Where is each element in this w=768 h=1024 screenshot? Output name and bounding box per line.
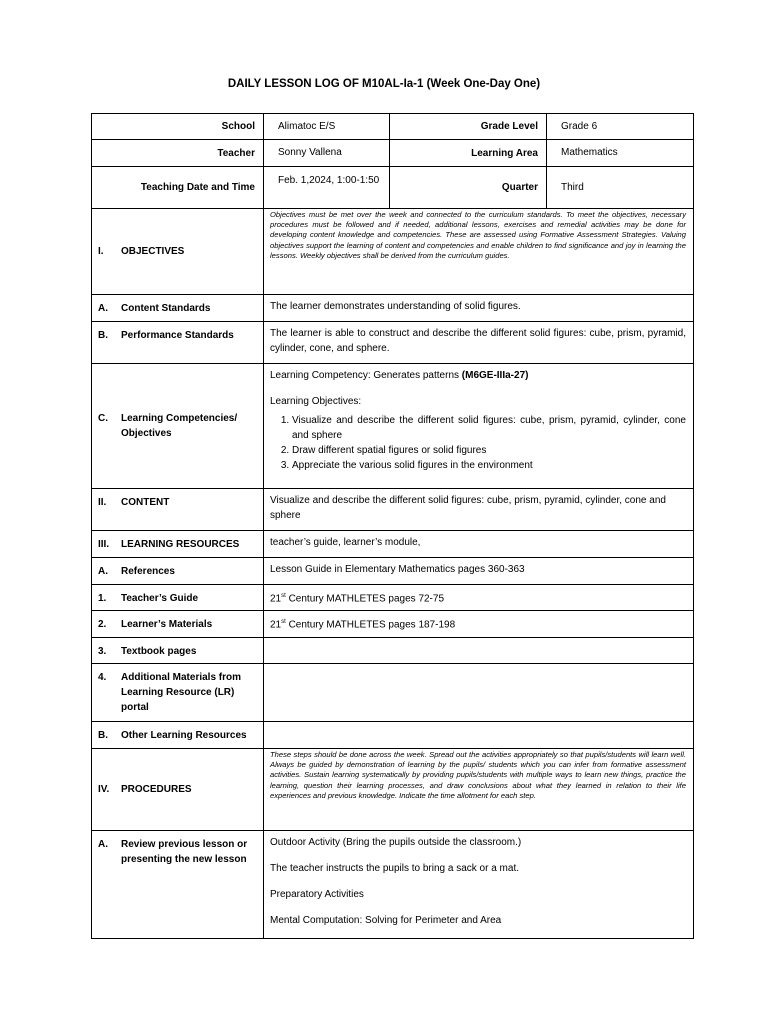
learners-materials-label: Learner’s Materials xyxy=(121,619,213,630)
learning-resources-label: LEARNING RESOURCES xyxy=(121,539,240,550)
objectives-heading: Learning Objectives: xyxy=(270,396,362,407)
review-num: A. xyxy=(98,839,108,850)
list-item: 1. Visualize and describe the different solid figures: cube, prism, pyramid, cylinder, cone and sphere xyxy=(292,413,686,443)
additional-value xyxy=(264,664,694,722)
other-resources-num: B. xyxy=(98,730,108,741)
learning-resources-text: teacher’s guide, learner’s module, xyxy=(264,531,694,558)
school-value: Alimatoc E/S xyxy=(264,114,390,140)
quarter-label: Quarter xyxy=(390,167,547,209)
content-standards-num: A. xyxy=(98,303,108,314)
performance-standards-label: Performance Standards xyxy=(121,330,234,341)
table-row xyxy=(92,364,694,489)
table-row xyxy=(92,489,694,531)
table-row xyxy=(92,749,694,831)
additional-label: Additional Materials from Learning Resource (LR) portal xyxy=(121,672,242,713)
competency-prefix: Learning Competency: Generates patterns xyxy=(270,370,462,381)
content-standards-text: The learner demonstrates understanding of solid figures. xyxy=(264,295,694,322)
competencies-label: Learning Competencies/ Objectives xyxy=(121,413,238,439)
teacher-value: Sonny Vallena xyxy=(264,140,390,167)
table-row xyxy=(92,664,694,722)
learners-materials-num: 2. xyxy=(98,619,107,630)
objectives-list xyxy=(270,413,686,473)
teachers-guide-num: 1. xyxy=(98,593,107,604)
learning-resources-num: III. xyxy=(98,539,110,550)
header-table xyxy=(91,113,694,209)
learning-area-label: Learning Area xyxy=(390,140,547,167)
textbook-num: 3. xyxy=(98,646,107,657)
content-label: CONTENT xyxy=(121,497,170,508)
table-row xyxy=(92,638,694,664)
references-text: Lesson Guide in Elementary Mathematics pages 360-363 xyxy=(264,558,694,585)
other-resources-value xyxy=(264,722,694,749)
teaching-date-label: Teaching Date and Time xyxy=(92,167,264,209)
review-line: Outdoor Activity (Bring the pupils outside the classroom.) xyxy=(270,837,522,848)
review-line: Preparatory Activities xyxy=(270,889,364,900)
procedures-label: PROCEDURES xyxy=(121,784,192,795)
grade-level-value: Grade 6 xyxy=(547,114,694,140)
content-standards-label: Content Standards xyxy=(121,303,211,314)
competency-code: (M6GE-IIIa-27) xyxy=(461,370,529,381)
review-line: The teacher instructs the pupils to bring a sack or a mat. xyxy=(270,863,520,874)
procedures-num: IV. xyxy=(98,784,110,795)
objectives-num: I. xyxy=(98,246,104,257)
grade-level-label: Grade Level xyxy=(390,114,547,140)
table-row xyxy=(92,531,694,558)
objectives-label: OBJECTIVES xyxy=(121,246,185,257)
textbook-value xyxy=(264,638,694,664)
review-line: Mental Computation: Solving for Perimeter and Area xyxy=(270,915,502,926)
performance-standards-text: The learner is able to construct and describe the different solid figures: cube, prism, pyramid, cylinder, cone, and sphere. xyxy=(264,322,694,364)
teachers-guide-label: Teacher’s Guide xyxy=(121,593,199,604)
content-text: Visualize and describe the different solid figures: cube, prism, pyramid, cylinder, cone and sphere xyxy=(264,489,694,531)
learners-materials-edition: 21 xyxy=(270,619,282,631)
teaching-date-value: Feb. 1,2024, 1:00-1:50 xyxy=(264,167,390,209)
table-row xyxy=(92,295,694,322)
table-row xyxy=(92,209,694,295)
table-row xyxy=(92,722,694,749)
performance-standards-num: B. xyxy=(98,330,108,341)
learners-materials-text: Century MATHLETES pages 187-198 xyxy=(285,619,456,631)
references-label: References xyxy=(121,566,175,577)
lesson-table xyxy=(91,208,694,939)
table-row xyxy=(92,558,694,585)
table-row xyxy=(92,611,694,638)
table-row xyxy=(92,322,694,364)
procedures-note: These steps should be done across the week. Spread out the activities appropriately so that pupils/students will learn well. Always be guided by demonstration of learning by the pupils/ students which you can infer from formative assessment activities. Sustain learning systematically by providing pupils/students with multiple ways to learn new things, practice the learning, question their learning processes, and draw conclusions about what they learned in relation to their life experiences and previous knowledge. Indicate the time allotment for each step. xyxy=(264,749,694,831)
document-title: DAILY LESSON LOG OF M10AL-Ia-1 (Week One-Day One) xyxy=(227,78,541,90)
competencies-num: C. xyxy=(98,413,108,424)
table-row xyxy=(92,585,694,611)
list-item: 2. Draw different spatial figures or solid figures xyxy=(292,443,686,458)
additional-num: 4. xyxy=(98,672,107,683)
teachers-guide-text: Century MATHLETES pages 72-75 xyxy=(285,593,445,605)
table-row xyxy=(92,831,694,939)
quarter-value: Third xyxy=(547,167,694,209)
content-num: II. xyxy=(98,497,107,508)
objectives-note: Objectives must be met over the week and connected to the curriculum standards. To meet the objectives, necessary procedures must be followed and if needed, additional lessons, exercises and remedial activities may be done for developing content knowledge and competencies. These are assessed using Formative Assessment Strategies. Valuing objectives support the learning of content and competencies and enable children to find significance and joy in learning the lessons. Weekly objectives shall be derived from the curriculum guides. xyxy=(264,209,694,295)
school-label: School xyxy=(92,114,264,140)
review-label: Review previous lesson or presenting the new lesson xyxy=(121,839,248,865)
textbook-label: Textbook pages xyxy=(121,646,197,657)
list-item: 3. Appreciate the various solid figures in the environment xyxy=(292,458,686,473)
learning-area-value: Mathematics xyxy=(547,140,694,167)
teacher-label: Teacher xyxy=(92,140,264,167)
other-resources-label: Other Learning Resources xyxy=(121,730,247,741)
learners-materials-ordinal: st xyxy=(281,619,286,625)
teachers-guide-ordinal: st xyxy=(281,593,286,599)
references-num: A. xyxy=(98,566,108,577)
teachers-guide-edition: 21 xyxy=(270,593,282,605)
